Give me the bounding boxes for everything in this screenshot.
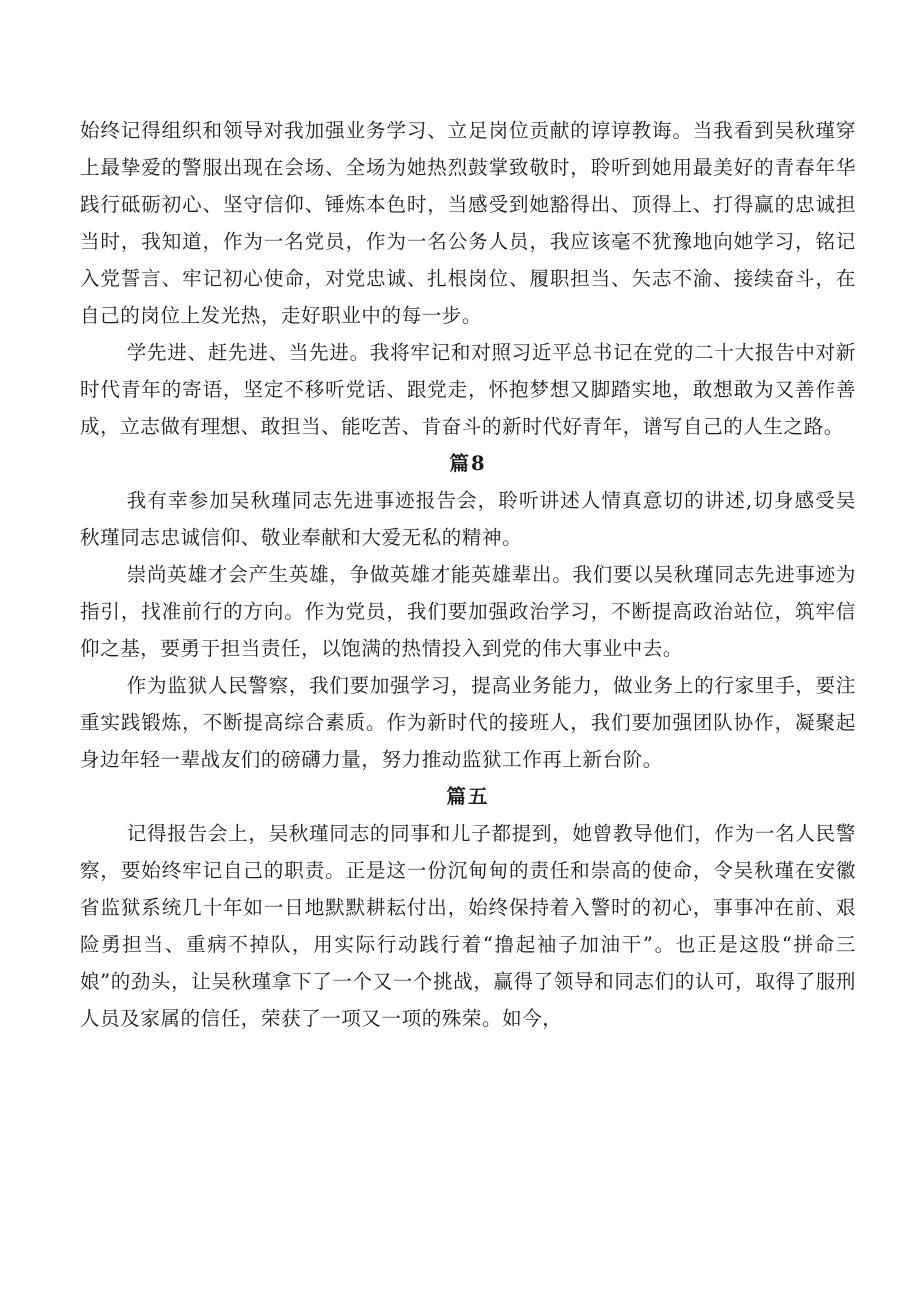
section-heading-8: 篇8 xyxy=(449,452,487,475)
paragraph-learn-advanced: 学先进、赶先进、当先进。我将牢记和对照习近平总书记在党的二十大报告中对新时代青年的寄语，坚定不移听党话、跟党走，怀抱梦想又脚踏实地，敢想敢为又善作善成，立志做有理想、敢担当、能吃苦、肯奋斗的新时代好青年，谱写自己的人生之路。 xyxy=(80,341,856,438)
paragraph-continuation: 始终记得组织和领导对我加强业务学习、立足岗位贡献的谆谆教诲。当我看到吴秋瑾穿上最挚爱的警服出现在会场、全场为她热烈鼓掌致敬时，聆听到她用最美好的青春年华践行砥砺初心、坚守信仰、锤炼本色时，当感受到她豁得出、顶得上、打得赢的忠诚担当时，我知道，作为一名党员，作为一名公务人员，我应该毫不犹豫地向她学习，铭记入党誓言、牢记初心使命，对党忠诚、扎根岗位、履职担当、矢志不渝、接续奋斗，在自己的岗位上发光热，走好职业中的每一步。 xyxy=(80,119,856,327)
paragraph-section-5-1: 记得报告会上，吴秋瑾同志的同事和儿子都提到，她曾教导他们，作为一名人民警察，要始终牢记自己的职责。正是这一份沉甸甸的责任和崇高的使命，令吴秋瑾在安徽省监狱系统几十年如一日地默默耕耘付出，始终保持着入警时的初心，事事冲在前、艰险勇担当、重病不掉队，用实际行动践行着“撸起袖子加油干”。也正是这股“拼命三娘”的劲头，让吴秋瑾拿下了一个又一个挑战，赢得了领导和同志们的认可，取得了服刑人员及家属的信任，荣获了一项又一项的殊荣。如今， xyxy=(80,822,856,1030)
paragraph-section-8-1: 我有幸参加吴秋瑾同志先进事迹报告会，聆听讲述人情真意切的讲述,切身感受吴秋瑾同志忠诚信仰、敬业奉献和大爱无私的精神。 xyxy=(80,489,856,549)
paragraph-section-8-3: 作为监狱人民警察，我们要加强学习，提高业务能力，做业务上的行家里手，要注重实践锻炼，不断提高综合素质。作为新时代的接班人，我们要加强团队协作，凝聚起身边年轻一辈战友们的磅礴力量，努力推动监狱工作再上新台阶。 xyxy=(80,674,856,771)
section-heading-5: 篇五 xyxy=(446,785,490,808)
document-page xyxy=(80,112,856,1037)
paragraph-section-8-2: 崇尚英雄才会产生英雄，争做英雄才能英雄辈出。我们要以吴秋瑾同志先进事迹为指引，找准前行的方向。作为党员，我们要加强政治学习，不断提高政治站位，筑牢信仰之基，要勇于担当责任，以饱满的热情投入到党的伟大事业中去。 xyxy=(80,563,856,660)
